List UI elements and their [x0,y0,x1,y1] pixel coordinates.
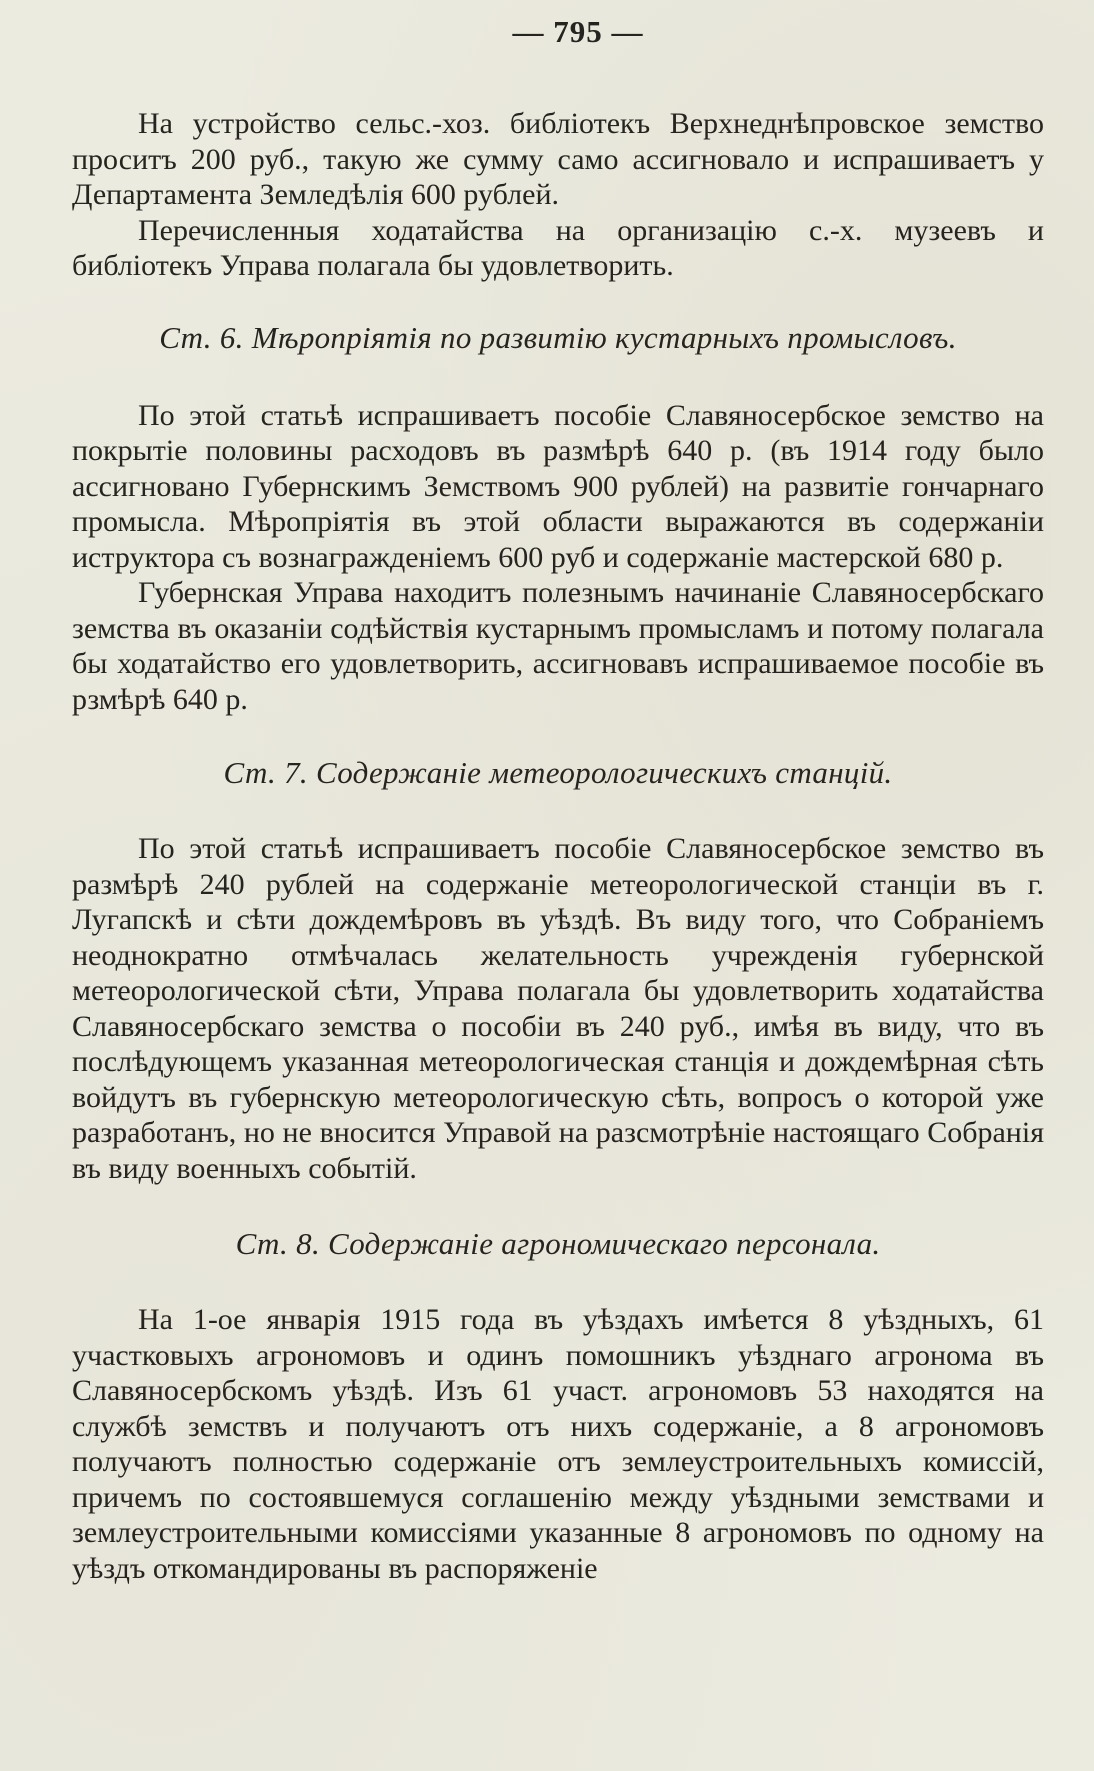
paragraph-pottery-subsidy: По этой статьѣ испрашиваетъ пособіе Славяносербское земство на покрытіе половины расходовъ въ размѣрѣ 640 р. (въ 1914 году было ассигновано Губернскимъ Земствомъ 900 рублей) на развитіе гончарнаго промысла. Мѣропріятія въ этой области выражаются въ содержаніи иструктора съ вознагражденіемъ 600 руб и содержаніе мастерской 680 р. [72,398,1044,574]
paragraph-library-funding: На устройство сельс.-хоз. библіотекъ Верхнеднѣпровское земство проситъ 200 руб., такую же сумму само ассигновало и испрашиваетъ у Департамента Земледѣлія 600 рублей. [72,107,1044,211]
section-heading-art8: Ст. 8. Содержаніе агрономическаго персонала. [235,1226,881,1261]
paragraph-meteo-stations: По этой статьѣ испрашиваетъ пособіе Славяносербское земство въ размѣрѣ 240 рублей на содержаніе метеорологической станціи въ г. Лугапскѣ и сѣти дождемѣровъ въ уѣздѣ. Въ виду того, что Собраніемъ неоднократно отмѣчалась желательность учрежденія губернской метеорологической сѣти, Управа полагала бы удовлетворить ходатайства Славяносербскаго земства о пособіи въ 240 руб., имѣя въ виду, что въ послѣдующемъ указанная метеорологическая станція и дождемѣрная сѣть войдутъ въ губернскую метеорологическую сѣть, вопросъ о которой уже разработанъ, но не вносится Управой на разсмотрѣніе настоящаго Собранія въ виду военныхъ событій. [72,832,1044,1185]
paragraph-agronomists: На 1-ое январія 1915 года въ уѣздахъ имѣется 8 уѣздныхъ, 61 участковыхъ агрономовъ и одинъ помошникъ уѣзднаго агронома въ Славяносербскомъ уѣздѣ. Изъ 61 участ. агрономовъ 53 находятся на службѣ земствъ и получаютъ отъ нихъ содержаніе, а 8 агрономовъ получаютъ полностью содержаніе отъ землеустроительныхъ комиссій, причемъ по состоявшемуся соглашенію между уѣздными земствами и землеустроительными комиссіями указанные 8 агрономовъ по одному на уѣздъ откомандированы въ распоряженіе [72,1303,1044,1585]
paragraph-craft-support: Губернская Управа находитъ полезнымъ начинаніе Славяносербскаго земства въ оказаніи содѣйствія кустарнымъ промысламъ и потому полагала бы ходатайство его удовлетворить, ассигновавъ испрашиваемое пособіе въ рзмѣрѣ 640 р. [72,576,1044,716]
page-number: — 795 — [512,14,644,49]
paragraph-petitions-approval: Перечисленныя ходатайства на организацію с.-х. музеевъ и библіотекъ Управа полагала бы удовлетворить. [72,213,1044,282]
section-heading-art7: Ст. 7. Содержаніе метеорологическихъ станцій. [223,755,893,790]
section-heading-art6: Ст. 6. Мѣропріятія по развитію кустарныхъ промысловъ. [159,319,957,355]
